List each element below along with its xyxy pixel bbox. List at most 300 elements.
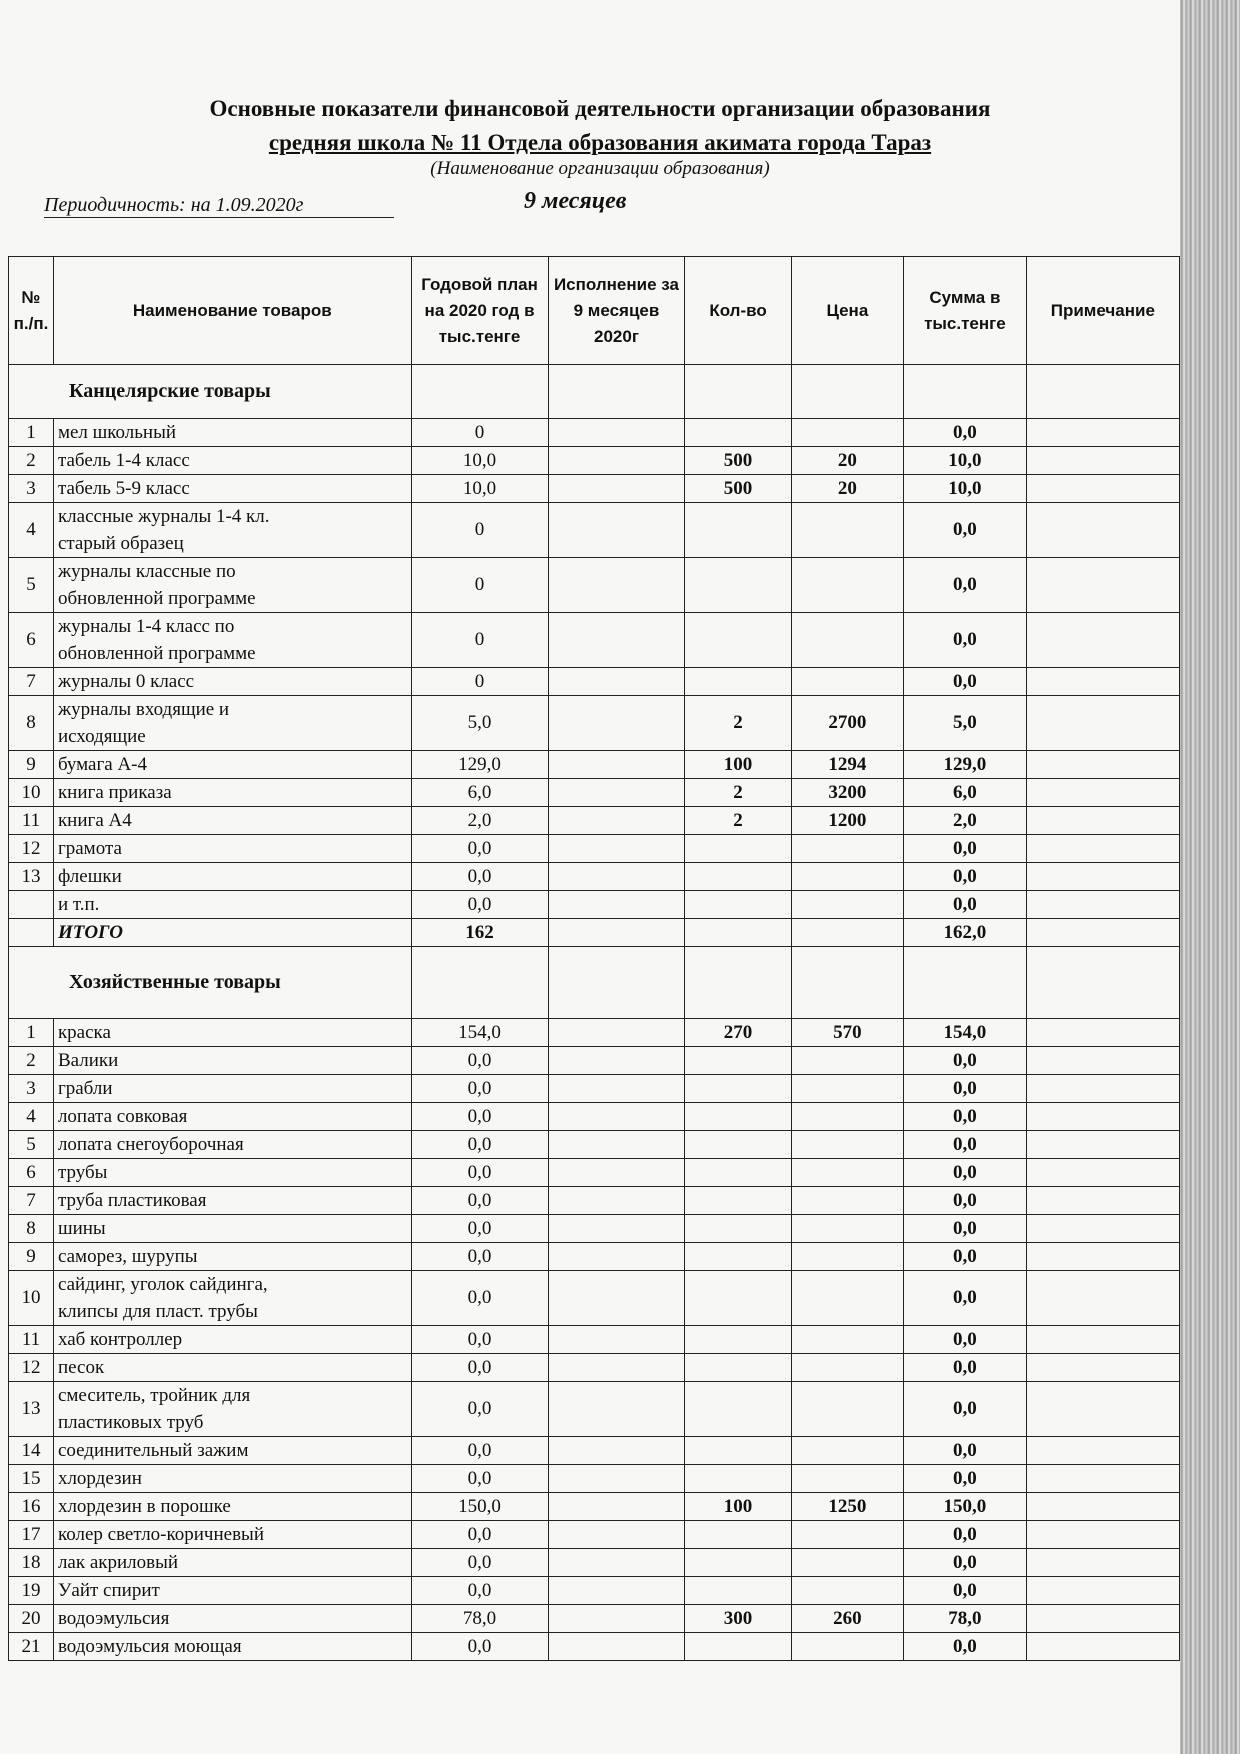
item-name-line: колер светло-коричневый [57, 1524, 264, 1545]
item-name [53, 1549, 411, 1577]
item-name-line: старый образец [57, 533, 184, 554]
item-name-line: труба пластиковая [57, 1190, 207, 1211]
empty-cell [1026, 365, 1179, 419]
table-row [9, 1075, 1180, 1103]
price [791, 891, 903, 919]
annual-plan: 0,0 [411, 1326, 548, 1354]
price [791, 503, 903, 558]
note [1026, 1243, 1179, 1271]
row-number: 12 [9, 835, 54, 863]
table-row [9, 1437, 1180, 1465]
table-row [9, 835, 1180, 863]
empty-cell [904, 365, 1027, 419]
scan-edge-decoration [1180, 0, 1240, 1754]
quantity [685, 1271, 791, 1326]
item-name-line: водоэмульсия [57, 1608, 170, 1629]
item-name [53, 1493, 411, 1521]
row-number: 5 [9, 1131, 54, 1159]
table-row [9, 419, 1180, 447]
quantity [685, 1131, 791, 1159]
item-name-line: водоэмульсия моющая [57, 1636, 242, 1657]
sum: 78,0 [904, 1605, 1027, 1633]
quantity [685, 1159, 791, 1187]
annual-plan: 0 [411, 558, 548, 613]
price [791, 1549, 903, 1577]
annual-plan: 78,0 [411, 1605, 548, 1633]
sum: 0,0 [904, 1215, 1027, 1243]
table-row [9, 1521, 1180, 1549]
row-number: 9 [9, 751, 54, 779]
table-row [9, 1382, 1180, 1437]
annual-plan: 150,0 [411, 1493, 548, 1521]
table-row [9, 668, 1180, 696]
note [1026, 1493, 1179, 1521]
table-row [9, 1605, 1180, 1633]
sum: 0,0 [904, 1577, 1027, 1605]
execution-9-months [548, 1215, 685, 1243]
annual-plan: 0,0 [411, 1159, 548, 1187]
note [1026, 835, 1179, 863]
empty-cell [411, 947, 548, 1019]
row-number [9, 891, 54, 919]
quantity [685, 1187, 791, 1215]
quantity [685, 1465, 791, 1493]
quantity [685, 1103, 791, 1131]
sum: 150,0 [904, 1493, 1027, 1521]
execution-9-months [548, 1437, 685, 1465]
item-name [53, 1521, 411, 1549]
item-name [53, 1243, 411, 1271]
note [1026, 779, 1179, 807]
item-name [53, 1605, 411, 1633]
sum: 0,0 [904, 891, 1027, 919]
quantity: 2 [685, 779, 791, 807]
item-name [53, 1215, 411, 1243]
row-number: 13 [9, 863, 54, 891]
sum: 0,0 [904, 1521, 1027, 1549]
price [791, 1577, 903, 1605]
row-number: 18 [9, 1549, 54, 1577]
table-body [9, 365, 1180, 1661]
column-header: Кол-во [685, 257, 791, 365]
quantity [685, 863, 791, 891]
note [1026, 558, 1179, 613]
section-row [9, 365, 1180, 419]
item-name [53, 835, 411, 863]
total-plan: 162 [411, 919, 548, 947]
row-number: 1 [9, 419, 54, 447]
annual-plan: 0,0 [411, 1187, 548, 1215]
item-name [53, 1354, 411, 1382]
table-row [9, 1577, 1180, 1605]
row-number: 11 [9, 1326, 54, 1354]
execution-9-months [548, 1605, 685, 1633]
item-name-line: хлордезин [57, 1468, 142, 1489]
empty-cell [411, 365, 548, 419]
item-name-line: хаб контроллер [57, 1329, 183, 1350]
annual-plan: 0,0 [411, 1521, 548, 1549]
execution-9-months [548, 1047, 685, 1075]
sum: 0,0 [904, 1465, 1027, 1493]
table-row [9, 1354, 1180, 1382]
annual-plan: 0 [411, 503, 548, 558]
item-name-line: Уайт спирит [57, 1580, 160, 1601]
quantity [685, 419, 791, 447]
execution-9-months [548, 1326, 685, 1354]
item-name-line: флешки [57, 866, 122, 887]
price: 3200 [791, 779, 903, 807]
table-row [9, 1326, 1180, 1354]
table-row [9, 1243, 1180, 1271]
item-name [53, 1103, 411, 1131]
row-number: 3 [9, 475, 54, 503]
execution-9-months [548, 1521, 685, 1549]
row-number: 19 [9, 1577, 54, 1605]
note [1026, 1521, 1179, 1549]
execution-9-months [548, 1633, 685, 1661]
total-sum: 162,0 [904, 919, 1027, 947]
item-name-line: саморез, шурупы [57, 1246, 198, 1267]
item-name [53, 1382, 411, 1437]
sum: 129,0 [904, 751, 1027, 779]
execution-9-months [548, 1019, 685, 1047]
organization-caption: (Наименование организации образования) [430, 158, 770, 179]
note [1026, 1187, 1179, 1215]
note [1026, 1577, 1179, 1605]
section-row [9, 947, 1180, 1019]
row-number: 8 [9, 1215, 54, 1243]
execution-9-months [548, 558, 685, 613]
item-name-line: табель 5-9 класс [57, 478, 190, 499]
total-label: ИТОГО [53, 919, 411, 947]
row-number: 3 [9, 1075, 54, 1103]
goods-table [8, 256, 1180, 1661]
execution-9-months [548, 503, 685, 558]
row-number: 12 [9, 1354, 54, 1382]
sum: 6,0 [904, 779, 1027, 807]
price [791, 1187, 903, 1215]
sum: 0,0 [904, 668, 1027, 696]
annual-plan: 0,0 [411, 1465, 548, 1493]
price [791, 1131, 903, 1159]
table-row [9, 891, 1180, 919]
table-row [9, 1271, 1180, 1326]
price: 1250 [791, 1493, 903, 1521]
item-name-line: шины [57, 1218, 106, 1239]
table-row [9, 558, 1180, 613]
section-title: Канцелярские товары [9, 365, 412, 419]
item-name-line: смеситель, тройник для [57, 1385, 251, 1406]
periodicity-label: Периодичность: на 1.09.2020г [44, 194, 394, 218]
execution-9-months [548, 1187, 685, 1215]
quantity [685, 1549, 791, 1577]
column-header: № п./п. [9, 257, 54, 365]
row-number: 21 [9, 1633, 54, 1661]
sum: 2,0 [904, 807, 1027, 835]
price: 2700 [791, 696, 903, 751]
annual-plan: 0,0 [411, 835, 548, 863]
item-name [53, 475, 411, 503]
table-row [9, 1187, 1180, 1215]
sum: 0,0 [904, 1382, 1027, 1437]
row-number: 9 [9, 1243, 54, 1271]
execution-9-months [548, 835, 685, 863]
item-name [53, 1465, 411, 1493]
table-row [9, 863, 1180, 891]
quantity [685, 1382, 791, 1437]
annual-plan: 0,0 [411, 1047, 548, 1075]
price [791, 1159, 903, 1187]
sum: 10,0 [904, 475, 1027, 503]
execution-9-months [548, 1271, 685, 1326]
item-name [53, 696, 411, 751]
price [791, 1437, 903, 1465]
price [791, 1326, 903, 1354]
row-number: 8 [9, 696, 54, 751]
sum: 154,0 [904, 1019, 1027, 1047]
item-name [53, 1131, 411, 1159]
price [791, 1047, 903, 1075]
quantity [685, 1075, 791, 1103]
sum: 0,0 [904, 1187, 1027, 1215]
note [1026, 1354, 1179, 1382]
empty-cell [1026, 919, 1179, 947]
item-name [53, 613, 411, 668]
execution-9-months [548, 863, 685, 891]
item-name [53, 419, 411, 447]
item-name-line: песок [57, 1357, 105, 1378]
annual-plan: 0,0 [411, 1075, 548, 1103]
quantity: 100 [685, 751, 791, 779]
item-name [53, 558, 411, 613]
table-row [9, 447, 1180, 475]
execution-9-months [548, 668, 685, 696]
execution-9-months [548, 1465, 685, 1493]
empty-cell [791, 947, 903, 1019]
item-name [53, 668, 411, 696]
quantity: 500 [685, 447, 791, 475]
note [1026, 1159, 1179, 1187]
execution-9-months [548, 1382, 685, 1437]
item-name [53, 863, 411, 891]
annual-plan: 6,0 [411, 779, 548, 807]
row-number: 1 [9, 1019, 54, 1047]
execution-9-months [548, 1159, 685, 1187]
quantity: 300 [685, 1605, 791, 1633]
annual-plan: 0,0 [411, 1633, 548, 1661]
row-number: 20 [9, 1605, 54, 1633]
table-row [9, 1019, 1180, 1047]
item-name [53, 1577, 411, 1605]
row-number: 11 [9, 807, 54, 835]
item-name [53, 1271, 411, 1326]
execution-9-months [548, 891, 685, 919]
item-name-line: журналы 0 класс [57, 671, 195, 692]
sum: 0,0 [904, 1326, 1027, 1354]
quantity [685, 558, 791, 613]
quantity [685, 1577, 791, 1605]
table-row [9, 1131, 1180, 1159]
annual-plan: 0,0 [411, 1131, 548, 1159]
price [791, 1354, 903, 1382]
note [1026, 1271, 1179, 1326]
item-name [53, 891, 411, 919]
item-name-line: пластиковых труб [57, 1412, 204, 1433]
item-name-line: книга приказа [57, 782, 172, 803]
sum: 0,0 [904, 1633, 1027, 1661]
annual-plan: 5,0 [411, 696, 548, 751]
note [1026, 1605, 1179, 1633]
quantity [685, 1354, 791, 1382]
execution-9-months [548, 1131, 685, 1159]
table-row [9, 807, 1180, 835]
row-number: 7 [9, 1187, 54, 1215]
annual-plan: 0,0 [411, 891, 548, 919]
item-name [53, 779, 411, 807]
empty-cell [548, 919, 685, 947]
quantity [685, 668, 791, 696]
item-name [53, 1159, 411, 1187]
sum: 0,0 [904, 503, 1027, 558]
item-name [53, 1633, 411, 1661]
quantity [685, 1047, 791, 1075]
table-row [9, 475, 1180, 503]
price: 20 [791, 475, 903, 503]
table-row [9, 1047, 1180, 1075]
sum: 0,0 [904, 1437, 1027, 1465]
sum: 0,0 [904, 1075, 1027, 1103]
sum: 0,0 [904, 1131, 1027, 1159]
quantity [685, 1633, 791, 1661]
table-row [9, 779, 1180, 807]
sum: 0,0 [904, 558, 1027, 613]
item-name [53, 1019, 411, 1047]
item-name [53, 1326, 411, 1354]
item-name-line: книга А4 [57, 810, 132, 831]
annual-plan: 10,0 [411, 475, 548, 503]
item-name [53, 1437, 411, 1465]
column-header: Примечание [1026, 257, 1179, 365]
item-name-line: хлордезин в порошке [57, 1496, 231, 1517]
price [791, 835, 903, 863]
empty-cell [1026, 947, 1179, 1019]
item-name [53, 807, 411, 835]
row-number: 6 [9, 613, 54, 668]
annual-plan: 0,0 [411, 1243, 548, 1271]
empty-cell [548, 947, 685, 1019]
price [791, 1633, 903, 1661]
note [1026, 1326, 1179, 1354]
quantity: 2 [685, 696, 791, 751]
row-number: 15 [9, 1465, 54, 1493]
execution-9-months [548, 613, 685, 668]
item-name-line: грамота [57, 838, 122, 859]
price [791, 1215, 903, 1243]
annual-plan: 129,0 [411, 751, 548, 779]
note [1026, 1215, 1179, 1243]
note [1026, 1382, 1179, 1437]
row-number: 4 [9, 1103, 54, 1131]
item-name [53, 447, 411, 475]
note [1026, 1103, 1179, 1131]
note [1026, 1047, 1179, 1075]
execution-9-months [548, 1549, 685, 1577]
item-name-line: трубы [57, 1162, 108, 1183]
execution-9-months [548, 1354, 685, 1382]
quantity [685, 503, 791, 558]
sum: 5,0 [904, 696, 1027, 751]
annual-plan: 0,0 [411, 1577, 548, 1605]
note [1026, 751, 1179, 779]
annual-plan: 0,0 [411, 863, 548, 891]
item-name-line: Валики [57, 1050, 119, 1071]
note [1026, 1633, 1179, 1661]
table-row [9, 1465, 1180, 1493]
empty-cell [791, 919, 903, 947]
quantity: 2 [685, 807, 791, 835]
execution-9-months [548, 779, 685, 807]
column-header: Цена [791, 257, 903, 365]
item-name-line: краска [57, 1022, 111, 1043]
note [1026, 1437, 1179, 1465]
execution-9-months [548, 1493, 685, 1521]
price: 1294 [791, 751, 903, 779]
note [1026, 475, 1179, 503]
quantity: 100 [685, 1493, 791, 1521]
organization-name: средняя школа № 11 Отдела образования акимата города Тараз [268, 130, 932, 155]
row-number: 17 [9, 1521, 54, 1549]
column-header: Исполнение за 9 месяцев 2020г [548, 257, 685, 365]
quantity [685, 835, 791, 863]
quantity [685, 1326, 791, 1354]
row-number: 7 [9, 668, 54, 696]
item-name-line: и т.п. [57, 894, 100, 915]
price [791, 1075, 903, 1103]
annual-plan: 0,0 [411, 1271, 548, 1326]
sum: 0,0 [904, 1159, 1027, 1187]
execution-9-months [548, 419, 685, 447]
total-row [9, 919, 1180, 947]
item-name [53, 1187, 411, 1215]
quantity [685, 1215, 791, 1243]
sum: 0,0 [904, 419, 1027, 447]
price: 260 [791, 1605, 903, 1633]
row-number: 4 [9, 503, 54, 558]
item-name [53, 503, 411, 558]
empty-cell [791, 365, 903, 419]
quantity [685, 1521, 791, 1549]
sum: 10,0 [904, 447, 1027, 475]
item-name-line: сайдинг, уголок сайдинга, [57, 1274, 268, 1295]
note [1026, 503, 1179, 558]
item-name-line: мел школьный [57, 422, 177, 443]
note [1026, 613, 1179, 668]
annual-plan: 2,0 [411, 807, 548, 835]
row-number: 10 [9, 1271, 54, 1326]
sum: 0,0 [904, 835, 1027, 863]
execution-9-months [548, 475, 685, 503]
section-title: Хозяйственные товары [9, 947, 412, 1019]
price [791, 1243, 903, 1271]
row-number: 5 [9, 558, 54, 613]
table-row [9, 1159, 1180, 1187]
table-row [9, 1215, 1180, 1243]
annual-plan: 0,0 [411, 1382, 548, 1437]
document-title: Основные показатели финансовой деятельности организации образования [209, 96, 991, 121]
execution-9-months [548, 1075, 685, 1103]
execution-9-months [548, 807, 685, 835]
price [791, 1382, 903, 1437]
